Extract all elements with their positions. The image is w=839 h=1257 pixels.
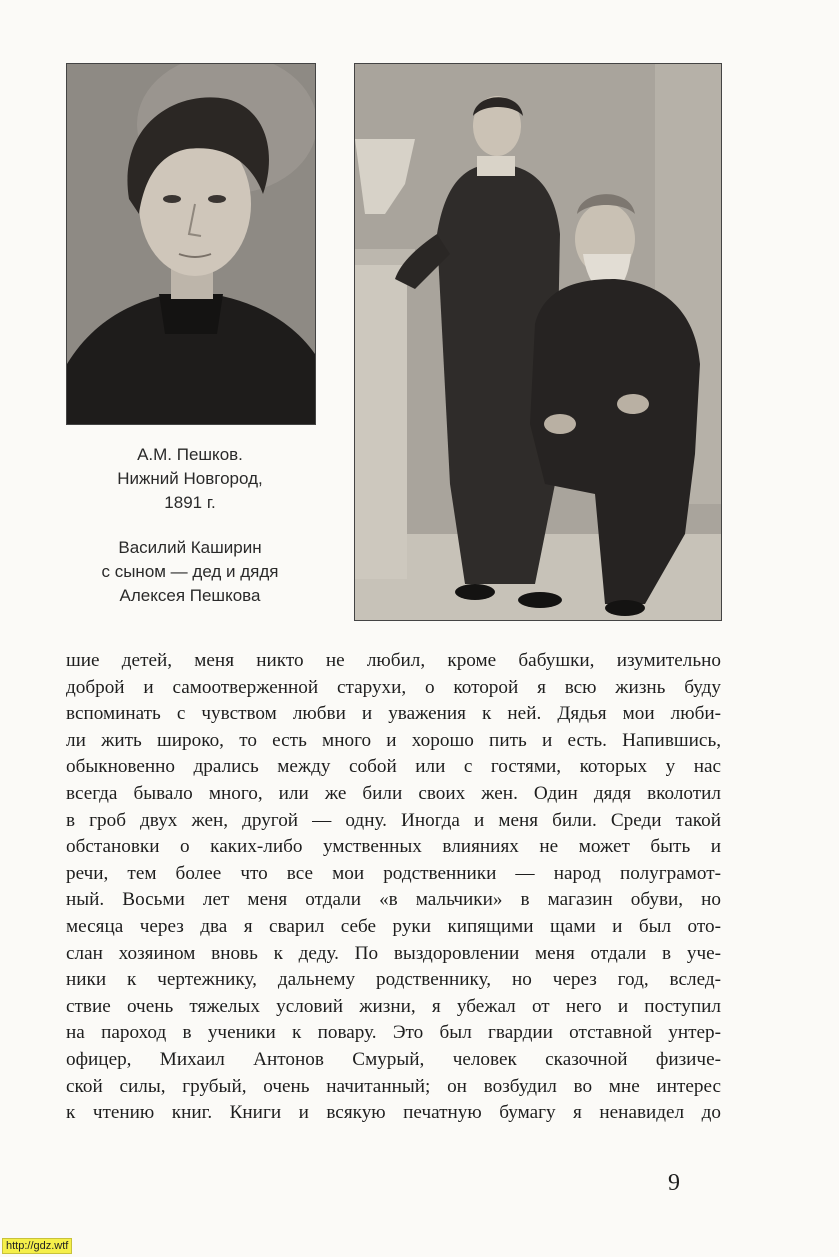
page-number: 9 bbox=[668, 1170, 680, 1196]
body-text bbox=[66, 648, 721, 1127]
caption-line: с сыном — дед и дядя bbox=[101, 562, 279, 581]
text-line: ники к чертежнику, дальнему родственнику, но через год, вслед- bbox=[66, 969, 721, 991]
text-line: шие детей, меня никто не любил, кроме бабушки, изумительно bbox=[66, 650, 721, 671]
text-line: ствие очень тяжелых условий жизни, я убежал от него и поступил bbox=[66, 995, 721, 1017]
caption-line: А.М. Пешков. bbox=[137, 445, 243, 464]
caption-line: Нижний Новгород, bbox=[117, 469, 263, 488]
watermark-link[interactable]: http://gdz.wtf bbox=[2, 1238, 72, 1254]
text-line: доброй и самоотверженной старухи, о которой я всю жизнь буду bbox=[66, 676, 721, 698]
text-line: обыкновенно дрались между собой или с гостями, которых у нас bbox=[66, 756, 721, 778]
text-line: речи, тем более что все мои родственники — народ полуграмот- bbox=[66, 862, 721, 884]
text-line: ли жить широко, то есть много и хорошо пить и есть. Напившись, bbox=[66, 729, 721, 751]
text-line: слан хозяином вновь к деду. По выздоровлении меня отдали в уче- bbox=[66, 942, 721, 964]
text-line: к чтению книг. Книги и всякую печатную бумагу я ненавидел до bbox=[66, 1102, 721, 1124]
portrait-photo-image bbox=[67, 64, 315, 424]
text-line: вспоминать с чувством любви и уважения к ней. Дядья мои люби- bbox=[66, 703, 721, 725]
group-photo bbox=[354, 63, 722, 621]
caption-line: 1891 г. bbox=[164, 493, 216, 512]
portrait-caption bbox=[66, 443, 314, 515]
group-photo-image bbox=[355, 64, 721, 620]
text-line: обстановки о каких-либо умственных влияниях не может быть и bbox=[66, 836, 721, 858]
group-caption bbox=[66, 536, 314, 608]
text-line: ской силы, грубый, очень начитанный; он возбудил во мне интерес bbox=[66, 1075, 721, 1097]
text-line: всегда бывало много, или же били своих жен. Один дядя вколотил bbox=[66, 782, 721, 804]
caption-line: Алексея Пешкова bbox=[119, 586, 261, 605]
text-line: ный. Восьми лет меня отдали «в мальчики» в магазин обуви, но bbox=[66, 889, 721, 911]
text-line: на пароход в ученики к повару. Это был гвардии отставной унтер- bbox=[66, 1022, 721, 1044]
portrait-photo bbox=[66, 63, 316, 425]
caption-line: Василий Каширин bbox=[118, 538, 262, 557]
text-line: месяца через два я сварил себе руки кипящими щами и был ото- bbox=[66, 915, 721, 937]
text-line: офицер, Михаил Антонов Смурый, человек сказочной физиче- bbox=[66, 1048, 721, 1070]
text-line: в гроб двух жен, другой — одну. Иногда и меня били. Среди такой bbox=[66, 809, 721, 831]
